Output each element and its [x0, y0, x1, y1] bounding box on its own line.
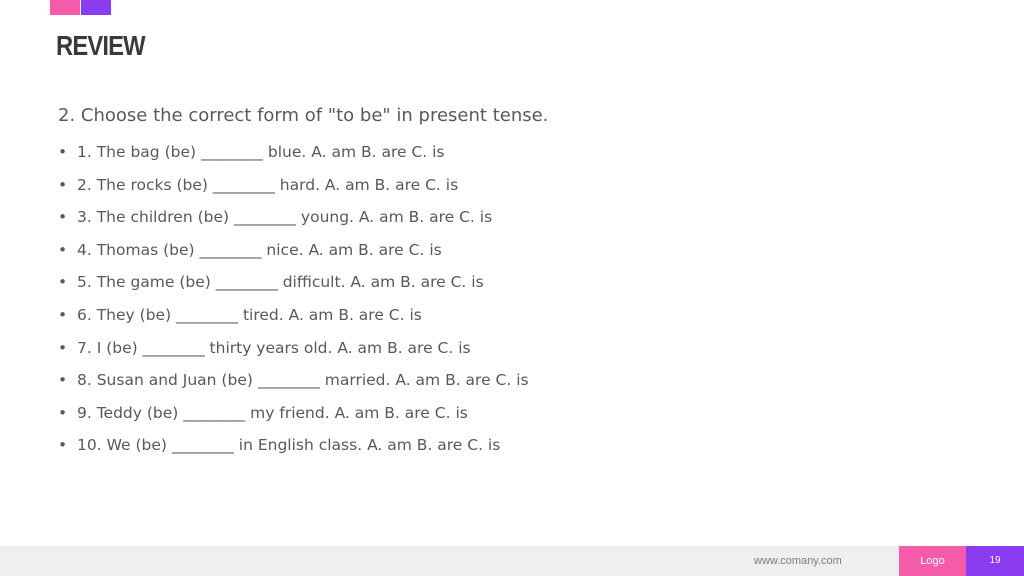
- accent-bar-purple: [81, 0, 111, 15]
- list-item: • 5. The game (be) ________ difficult. A. am B. are C. is: [58, 266, 758, 299]
- slide-footer: [0, 546, 1024, 576]
- list-item: • 4. Thomas (be) ________ nice. A. am B. are C. is: [58, 234, 758, 267]
- list-item: • 10. We (be) ________ in English class. A. am B. are C. is: [58, 429, 758, 462]
- page-number: 19: [966, 546, 1024, 576]
- footer-url: www.comany.com: [754, 555, 842, 567]
- slide-content: [58, 102, 758, 462]
- slide-title: REVIEW: [56, 30, 145, 61]
- list-item: • 7. I (be) ________ thirty years old. A. am B. are C. is: [58, 332, 758, 365]
- accent-bar-pink: [50, 0, 80, 15]
- list-item: • 6. They (be) ________ tired. A. am B. are C. is: [58, 299, 758, 332]
- list-item: • 9. Teddy (be) ________ my friend. A. am B. are C. is: [58, 397, 758, 430]
- list-item: • 1. The bag (be) ________ blue. A. am B. are C. is: [58, 136, 758, 169]
- list-item: • 8. Susan and Juan (be) ________ married. A. am B. are C. is: [58, 364, 758, 397]
- footer-logo: Logo: [899, 546, 966, 576]
- exercise-heading: 2. Choose the correct form of "to be" in present tense.: [58, 105, 549, 126]
- list-item: • 3. The children (be) ________ young. A. am B. are C. is: [58, 201, 758, 234]
- list-item: • 2. The rocks (be) ________ hard. A. am B. are C. is: [58, 169, 758, 202]
- exercise-list: [58, 136, 758, 462]
